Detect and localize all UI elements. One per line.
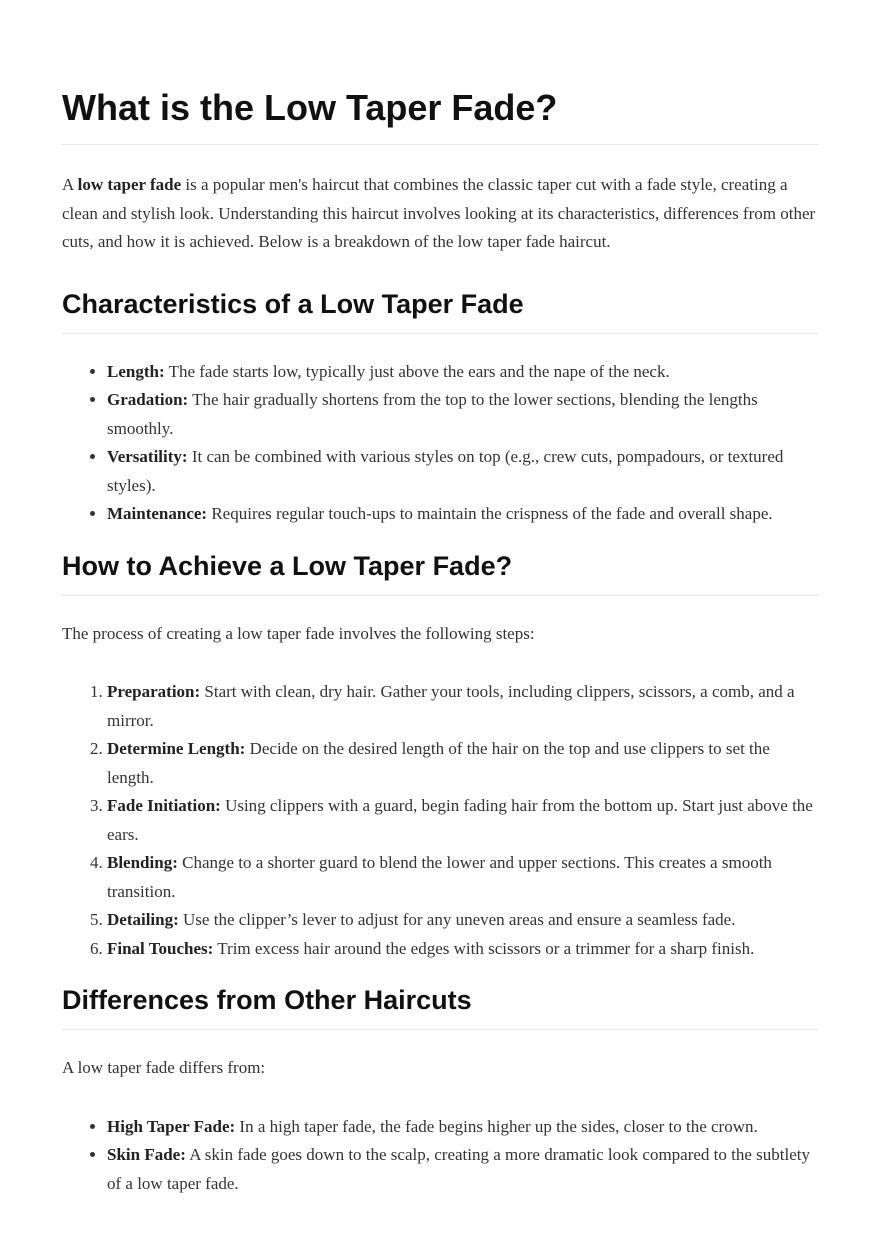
item-text: The fade starts low, typically just above the ears and the nape of the neck. <box>164 361 670 381</box>
page-title: What is the Low Taper Fade? <box>62 0 818 145</box>
intro-prefix: A <box>62 175 78 194</box>
list-item <box>107 386 818 443</box>
howto-lead: The process of creating a low taper fade involves the following steps: <box>62 623 535 643</box>
item-term: Versatility: <box>107 447 188 466</box>
document-page <box>62 0 818 1218</box>
step-term: Detailing: <box>107 910 179 929</box>
step-item <box>107 935 818 964</box>
step-item <box>107 906 818 935</box>
step-term: Final Touches: <box>107 938 214 958</box>
item-term: Skin Fade: <box>107 1145 186 1164</box>
list-item <box>107 358 818 387</box>
item-term: Maintenance: <box>107 504 208 523</box>
differences-list <box>62 1113 818 1199</box>
characteristics-list <box>62 358 818 529</box>
item-term: Gradation: <box>107 390 189 409</box>
item-text: Requires regular touch-ups to maintain the crispness of the fade and overall shape. <box>207 504 773 523</box>
step-term: Blending: <box>107 853 178 872</box>
item-text: The hair gradually shortens from the top to the lower sections, blending the lengths smoothly. <box>107 390 758 438</box>
step-item <box>107 678 818 735</box>
item-text: A skin fade goes down to the scalp, creating a more dramatic look compared to the subtlety of a low taper fade. <box>107 1145 810 1193</box>
step-item <box>107 792 818 849</box>
step-text: Use the clipper’s lever to adjust for any uneven areas and ensure a seamless fade. <box>178 910 736 929</box>
list-item <box>107 1141 818 1198</box>
steps-list <box>62 678 818 963</box>
step-item <box>107 735 818 792</box>
item-text: In a high taper fade, the fade begins higher up the sides, closer to the crown. <box>235 1116 758 1136</box>
step-term: Preparation: <box>107 682 201 701</box>
item-term: Length: <box>107 361 165 381</box>
intro-rest: is a popular men's haircut that combines the classic taper cut with a fade style, creating a clean and stylish look. Understanding this haircut involves looking at its characteristics, differences from other cuts, and how it is achieved. Below is a breakdown of the low taper fade haircut. <box>62 175 816 251</box>
howto-heading: How to Achieve a Low Taper Fade? <box>62 549 818 596</box>
differences-lead: A low taper fade differs from: <box>62 1058 266 1077</box>
list-item <box>107 500 818 529</box>
list-item <box>107 443 818 500</box>
step-text: Trim excess hair around the edges with scissors or a trimmer for a sharp finish. <box>213 938 755 958</box>
characteristics-heading: Characteristics of a Low Taper Fade <box>62 287 818 334</box>
intro-bold-term: low taper fade <box>77 175 182 194</box>
item-text: It can be combined with various styles on top (e.g., crew cuts, pompadours, or textured styles). <box>107 447 784 495</box>
step-term: Fade Initiation: <box>107 796 221 815</box>
step-text: Decide on the desired length of the hair on the top and use clippers to set the length. <box>107 739 770 787</box>
intro-paragraph <box>62 171 818 257</box>
step-term: Determine Length: <box>107 739 246 758</box>
item-term: High Taper Fade: <box>107 1116 236 1136</box>
differences-heading: Differences from Other Haircuts <box>62 983 818 1030</box>
step-text: Start with clean, dry hair. Gather your tools, including clippers, scissors, a comb, and a mirror. <box>107 682 795 730</box>
step-item <box>107 849 818 906</box>
step-text: Using clippers with a guard, begin fading hair from the bottom up. Start just above the ears. <box>107 796 813 844</box>
list-item <box>107 1113 818 1142</box>
step-text: Change to a shorter guard to blend the lower and upper sections. This creates a smooth transition. <box>107 853 772 901</box>
